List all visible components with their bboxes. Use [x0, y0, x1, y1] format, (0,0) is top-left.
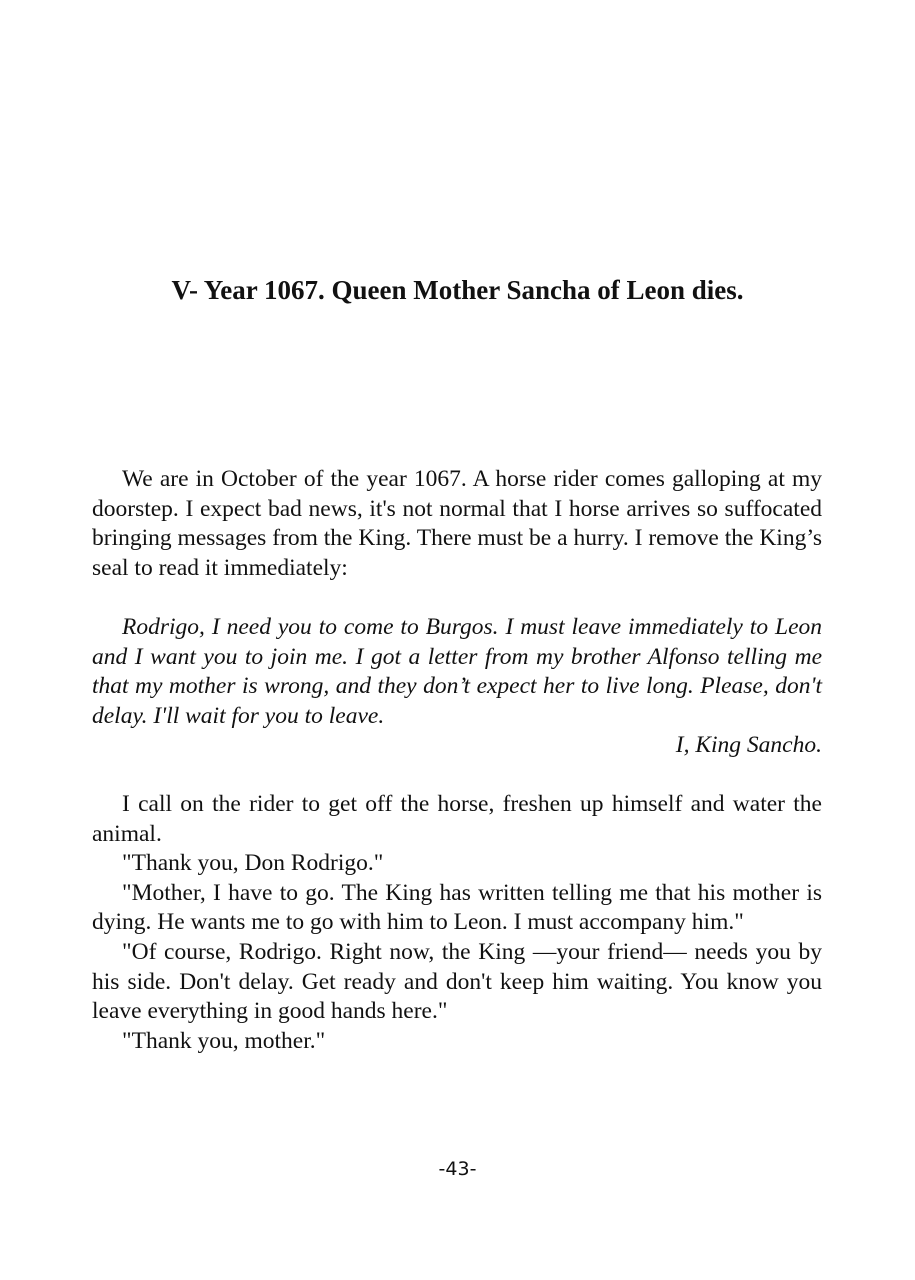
- king-letter: [92, 613, 822, 761]
- dialogue-paragraph: "Of course, Rodrigo. Right now, the King ―your friend― needs you by his side. Don't delay. Get ready and don't keep him waiting. You know you leave everything in good hands here.": [92, 938, 822, 1025]
- letter-signature: I, King Sancho.: [675, 732, 822, 759]
- opening-paragraph-block: [92, 465, 822, 583]
- dialogue-paragraph: I call on the rider to get off the horse, freshen up himself and water the animal.: [92, 791, 822, 847]
- dialogue-block: [92, 790, 822, 1056]
- chapter-title: V- Year 1067. Queen Mother Sancha of Leon dies.: [171, 275, 744, 305]
- dialogue-paragraph: "Thank you, mother.": [122, 1027, 326, 1054]
- dialogue-paragraph: "Mother, I have to go. The King has written telling me that his mother is dying. He wants me to go with him to Leon. I must accompany him.": [92, 879, 822, 936]
- page-number: -43-: [438, 1158, 477, 1180]
- letter-body: Rodrigo, I need you to come to Burgos. I must leave immediately to Leon and I want you to join me. I got a letter from my brother Alfonso telling me that my mother is wrong, and they don’t expect her to live long. Please, don't delay. I'll wait for you to leave.: [92, 614, 822, 729]
- opening-paragraph: We are in October of the year 1067. A horse rider comes galloping at my doorstep. I expect bad news, it's not normal that I horse arrives so suffocated bringing messages from the King. There must be a hurry. I remove the King’s seal to read it immediately:: [92, 466, 822, 581]
- dialogue-paragraph: "Thank you, Don Rodrigo.": [122, 850, 384, 877]
